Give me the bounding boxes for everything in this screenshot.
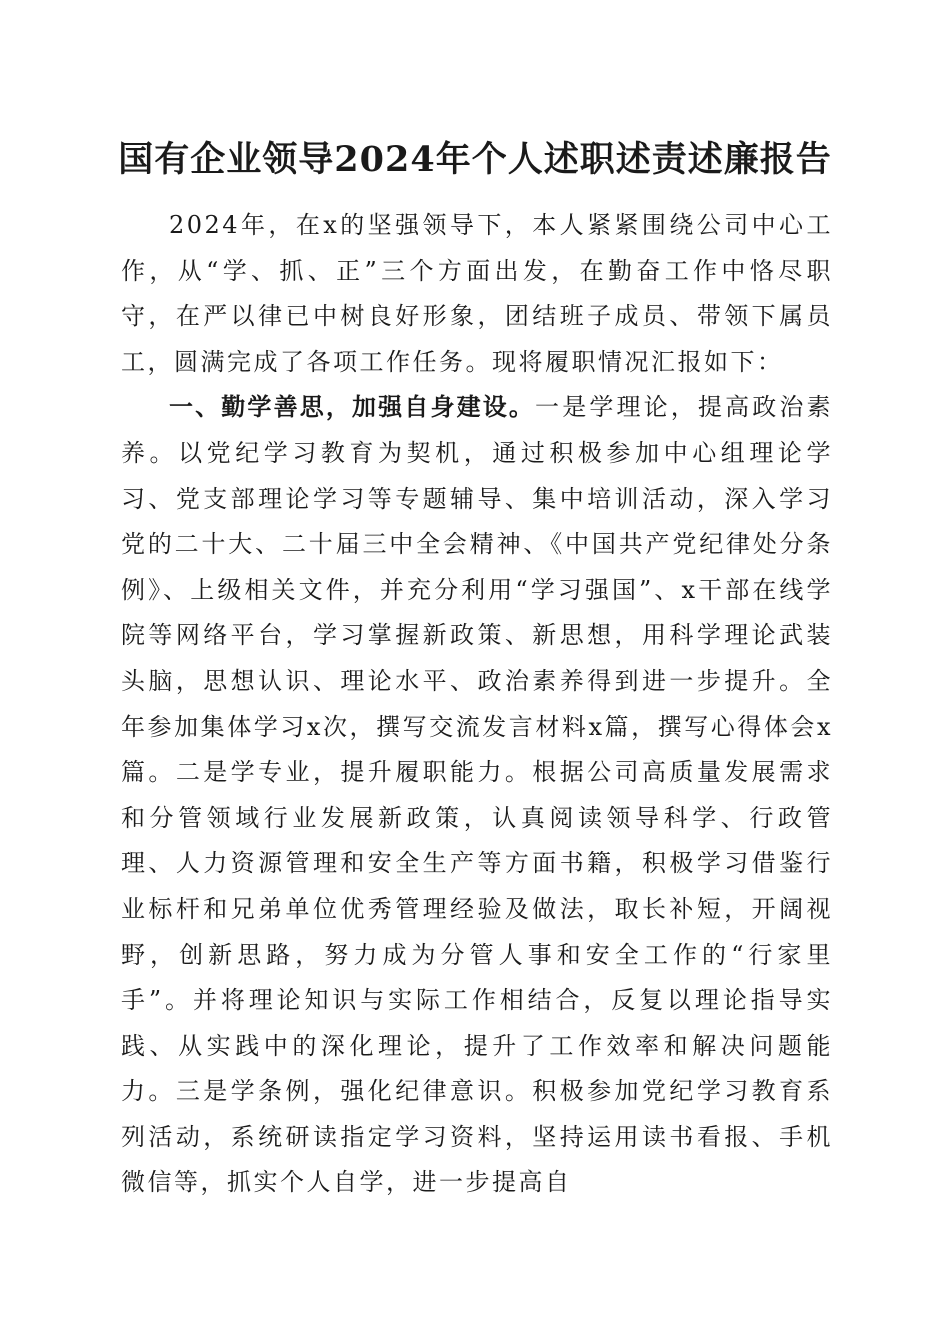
- section-1-heading: 一、勤学善思，加强自身建设。: [169, 393, 536, 422]
- section-1-text: 一是学理论，提高政治素养。以党纪学习教育为契机，通过积极参加中心组理论学习、党支部理论学习等专题辅导、集中培训活动，深入学习党的二十大、二十届三中全会精神、《中国共产党纪律处分条例》、上级相关文件，并充分利用“学习强国”、x干部在线学院等网络平台，学习掌握新政策、新思想，用科学理论武装头脑，思想认识、理论水平、政治素养得到进一步提升。全年参加集体学习x次，撰写交流发言材料x篇，撰写心得体会x篇。二是学专业，提升履职能力。根据公司高质量发展需求和分管领域行业发展新政策，认真阅读领导科学、行政管理、人力资源管理和安全生产等方面书籍，积极学习借鉴行业标杆和兄弟单位优秀管理经验及做法，取长补短，开阔视野，创新思路，努力成为分管人事和安全工作的“行家里手”。并将理论知识与实际工作相结合，反复以理论指导实践、从实践中的深化理论，提升了工作效率和解决问题能力。三是学条例，强化纪律意识。积极参加党纪学习教育系列活动，系统研读指定学习资料，坚持运用读书看报、手机微信等，抓实个人自学，进一步提高自: [121, 393, 834, 1197]
- document-title: 国有企业领导2024年个人述职述责述廉报告: [118, 139, 832, 180]
- intro-paragraph: 2024年，在x的坚强领导下，本人紧紧围绕公司中心工作，从“学、抓、正”三个方面出发，在勤奋工作中恪尽职守，在严以律已中树良好形象，团结班子成员、带领下属员工，圆满完成了各项工作任务。现将履职情况汇报如下：: [121, 211, 833, 376]
- document-body: [121, 203, 833, 1206]
- section-1-paragraph: [121, 385, 833, 1206]
